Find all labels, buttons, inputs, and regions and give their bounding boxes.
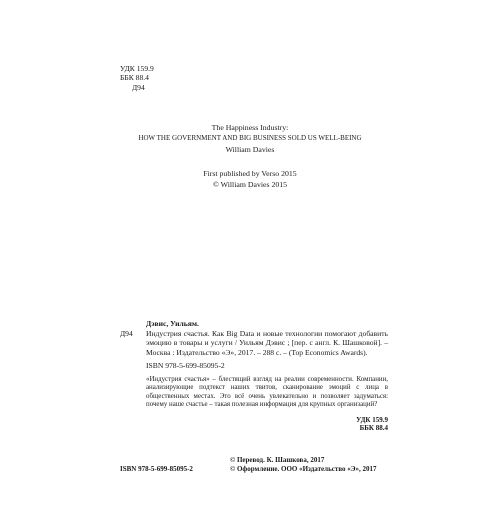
first-published-line: First published by Verso 2015 <box>203 169 297 178</box>
original-edition-title-block <box>0 122 500 155</box>
catalog-annotation: «Индустрия счастья» – блестящий взгляд на реалии современности. Компании, анализирующие подтекст наших твитов, сканирование эмоций с лица в общественных местах. Это всё очень увлекательно и позволяет задуматься: почему наше счастье – такая полезная информация для крупных организаций? <box>146 375 388 409</box>
translation-copyright: © Перевод. К. Шашкова, 2017 <box>230 456 325 464</box>
catalog-bbk: ББК 88.4 <box>359 424 388 433</box>
original-title: The Happiness Industry: <box>211 123 289 132</box>
design-copyright: © Оформление. ООО «Издательство «Э», 2017 <box>230 465 377 473</box>
catalog-card <box>120 319 388 433</box>
original-author: William Davies <box>225 145 275 154</box>
catalog-isbn: ISBN 978-5-699-85095-2 <box>146 361 225 370</box>
catalog-description: Индустрия счастья. Как Big Data и новые технологии помогают добавить эмоцию в товары и услуги / Уильям Дэвис ; [пер. с англ. К. Шашковой]. – Москва : Издательство «Э», 2017. – 288 с. – (Top Economics Awards). <box>146 328 388 357</box>
catalog-description-row <box>120 329 388 358</box>
bbk-code: ББК 88.4 <box>120 73 149 83</box>
original-copyright: © William Davies 2015 <box>212 180 288 189</box>
classification-codes <box>120 64 154 92</box>
catalog-codes-right <box>120 416 388 433</box>
original-subtitle: HOW THE GOVERNMENT AND BIG BUSINESS SOLD US WELL-BEING <box>138 134 362 142</box>
first-publication-block <box>0 168 500 190</box>
author-mark: Д94 <box>132 82 145 92</box>
catalog-udc: УДК 159.9 <box>356 415 388 424</box>
catalog-code: Д94 <box>120 328 133 338</box>
catalog-author-heading: Дэвис, Уильям. <box>146 319 199 328</box>
udc-code: УДК 159.9 <box>120 64 154 73</box>
bottom-isbn: ISBN 978-5-699-85095-2 <box>120 465 193 473</box>
bottom-copyrights <box>230 456 377 474</box>
